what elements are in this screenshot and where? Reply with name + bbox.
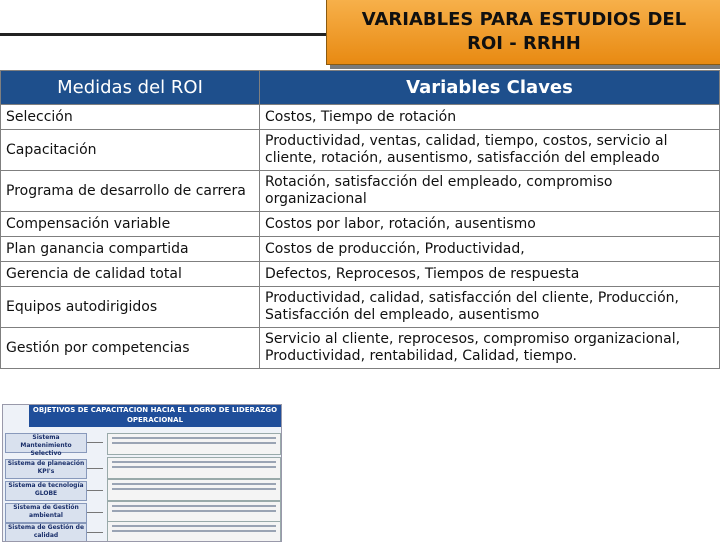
header-medidas: Medidas del ROI xyxy=(1,71,260,105)
cell-medida: Selección xyxy=(1,105,260,130)
table-row xyxy=(1,287,720,328)
inset-label: Sistema de Gestión de calidad xyxy=(5,523,87,542)
cell-medida: Gerencia de calidad total xyxy=(1,262,260,287)
cell-variables: Costos por labor, rotación, ausentismo xyxy=(260,212,720,237)
connector-line xyxy=(87,512,103,513)
objective-text-box xyxy=(107,501,281,523)
cell-medida: Gestión por competencias xyxy=(1,328,260,369)
page-title: VARIABLES PARA ESTUDIOS DEL ROI - RRHH xyxy=(361,9,687,54)
inset-label: Sistema de planeación KPI's xyxy=(5,459,87,479)
table-row xyxy=(1,262,720,287)
table-row xyxy=(1,212,720,237)
title-rule xyxy=(0,33,326,36)
cell-variables: Servicio al cliente, reprocesos, compromiso organizacional, Productividad, rentabilidad, Calidad, tiempo. xyxy=(260,328,720,369)
cell-variables: Productividad, ventas, calidad, tiempo, costos, servicio al cliente, rotación, ausentismo, satisfacción del empleado xyxy=(260,130,720,171)
objective-text-box xyxy=(107,457,281,479)
cell-medida: Compensación variable xyxy=(1,212,260,237)
table-row xyxy=(1,171,720,212)
table-header-row xyxy=(1,71,720,105)
roi-table xyxy=(0,70,720,369)
inset-label: Sistema de tecnología GLOBE xyxy=(5,481,87,501)
inset-label: Sistema de Gestión ambiental xyxy=(5,503,87,523)
cell-medida: Capacitación xyxy=(1,130,260,171)
objective-text-box xyxy=(107,521,281,542)
cell-variables: Productividad, calidad, satisfacción del cliente, Producción, Satisfacción del empleado, ausentismo xyxy=(260,287,720,328)
cell-variables: Costos, Tiempo de rotación xyxy=(260,105,720,130)
connector-line xyxy=(87,442,103,443)
table-row xyxy=(1,105,720,130)
connector-line xyxy=(87,490,103,491)
inset-label: Sistema Mantenimiento Selectivo xyxy=(5,433,87,453)
objective-text-box xyxy=(107,433,281,455)
objective-text-box xyxy=(107,479,281,501)
cell-variables: Defectos, Reprocesos, Tiempos de respuesta xyxy=(260,262,720,287)
table-row xyxy=(1,237,720,262)
header-variables: Variables Claves xyxy=(260,71,720,105)
table-row xyxy=(1,130,720,171)
connector-line xyxy=(87,468,103,469)
cell-medida: Programa de desarrollo de carrera xyxy=(1,171,260,212)
cell-medida: Plan ganancia compartida xyxy=(1,237,260,262)
table-row xyxy=(1,328,720,369)
cell-variables: Rotación, satisfacción del empleado, compromiso organizacional xyxy=(260,171,720,212)
inset-title: OBJETIVOS DE CAPACITACION HACIA EL LOGRO DE LIDERAZGO OPERACIONAL xyxy=(29,405,281,427)
training-objectives-inset xyxy=(2,404,282,542)
connector-line xyxy=(87,532,103,533)
title-banner xyxy=(326,0,720,65)
cell-variables: Costos de producción, Productividad, xyxy=(260,237,720,262)
cell-medida: Equipos autodirigidos xyxy=(1,287,260,328)
